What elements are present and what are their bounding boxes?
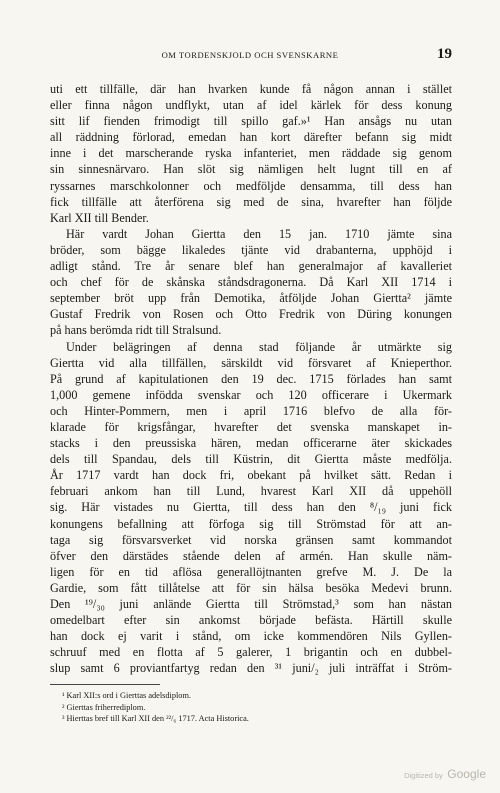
text-line: fick tillfälle att återförena sig med de sina, hvarefter han följde xyxy=(50,194,452,209)
text-line: dels till Spandau, dels till Küstrin, dit Giertta måste medfölja. xyxy=(50,452,452,467)
text-line: september bröt upp från Demotika, åtföljde Johan Giertta² jämte xyxy=(50,291,452,306)
text-line: På grund af kapitulationen den 19 dec. 1715 förlades han samt xyxy=(50,371,452,386)
text-line: klarade för krigsfångar, hvarefter det svenska manskapet in- xyxy=(50,419,452,434)
watermark-prefix: Digitized by xyxy=(404,771,443,780)
text-line: konungens befallning att förfoga sig till Strömstad för att an- xyxy=(50,516,452,531)
text-line: slup samt 6 proviantfartyg redan den ³¹ juni/₂ juli inträffat i Ström- xyxy=(50,661,452,676)
text-line: Gardie, som fått tillåtelse att för sin hälsa besöka Medevi brunn. xyxy=(50,580,452,595)
text-line: bröder, som bägge likaledes tjänte vid drabanterna, upphöjd i xyxy=(50,242,452,257)
text-line: ryssarnes marschkolonner och medföljde densamma, till dess han xyxy=(50,178,452,193)
text-line: Här vardt Johan Giertta den 15 jan. 1710 jämte sina xyxy=(66,226,452,241)
text-line: sitt lif fienden frimodigt till spillo gaf.»¹ Han ansågs nu utan xyxy=(50,114,452,129)
watermark-logo: Google xyxy=(447,767,486,781)
text-line: öfver den därstädes stående delen af armén. Han skulle näm- xyxy=(50,548,452,563)
text-line: och Hinter-Pommern, men i april 1716 blefvo de alla för- xyxy=(50,403,452,418)
text-line: på hans berömda ridt till Stralsund. xyxy=(50,323,222,338)
text-line: sin sinnesnärvaro. Han slöt sig nämligen helt lugnt till en af xyxy=(50,162,452,177)
text-line: februari ankom han till Lund, hvarest Karl XII då uppehöll xyxy=(50,484,452,499)
page-number: 19 xyxy=(437,46,452,62)
text-line: adligt stånd. Tre år senare blef han generalmajor af kavalleriet xyxy=(50,259,452,274)
text-line: Karl XII till Bender. xyxy=(50,210,149,225)
text-line: sig. Här vistades nu Giertta, till dess han den ⁸/₁₉ juni fick xyxy=(50,500,452,515)
page-header xyxy=(48,46,452,70)
text-line: Under belägringen af denna stad följande år utmärkte sig xyxy=(66,339,452,354)
footnotes xyxy=(62,690,452,725)
body-text xyxy=(50,81,452,676)
footnote: ¹ Karl XII:s ord i Gierttas adelsdiplom. xyxy=(62,691,191,700)
text-line: han dock ej varit i stånd, om icke kommendören Nils Gyllen- xyxy=(50,629,452,644)
footnote-divider xyxy=(50,684,160,685)
footnote: ² Gierttas friherrediplom. xyxy=(62,702,146,712)
text-line: och chef för de skånska ståndsdragonerna. Då Karl XII 1714 i xyxy=(50,275,452,290)
text-line: taga sig försvarsverket vid norska gränsen samt kommandot xyxy=(50,532,452,547)
digitization-watermark xyxy=(404,765,486,783)
text-line: År 1717 vardt han dock fri, obekant på hvilket sätt. Redan i xyxy=(50,468,452,483)
text-line: Den ¹⁹/₃₀ juni anlände Giertta till Strömstad,³ som han nästan xyxy=(50,597,452,611)
text-line: schruuf med en flotta af 5 galerer, 1 brigantin och en dubbel- xyxy=(50,645,452,660)
text-line: uti ett tillfälle, där han hvarken kunde få någon annan i stället xyxy=(50,82,452,96)
text-line: all räddning förlorad, emedan han kort därefter befann sig midt xyxy=(50,130,452,145)
running-head: OM TORDENSKJOLD OCH SVENSKARNE xyxy=(161,50,339,60)
text-line: stacks i den preussiska hären, medan officerarne äter skickades xyxy=(50,436,452,451)
text-line: Gustaf Fredrik von Rosen och Otto Fredrik von Düring konungen xyxy=(50,307,452,322)
text-line: 1,000 gemene infödda svenskar och 120 officerare i Ukermark xyxy=(50,387,452,402)
footnote: ³ Hierttas bref till Karl XII den ²²/₆ 1717. Acta Historica. xyxy=(62,714,249,723)
text-line: omedelbart efter sin ankomst började befästa. Härtill skulle xyxy=(50,613,452,628)
text-line: Giertta vid alla tillfällen, särskildt vid försvaret af Knieperthor. xyxy=(50,355,452,370)
text-line: inne i det marscherande ryska infanteriet, men räddade sig genom xyxy=(50,146,452,161)
text-line: ligen för en tid aflösa generallöjtnanten grefve M. J. De la xyxy=(50,564,452,579)
text-line: eller finna någon undflykt, utan af idel kärlek för dess konung xyxy=(50,98,452,113)
